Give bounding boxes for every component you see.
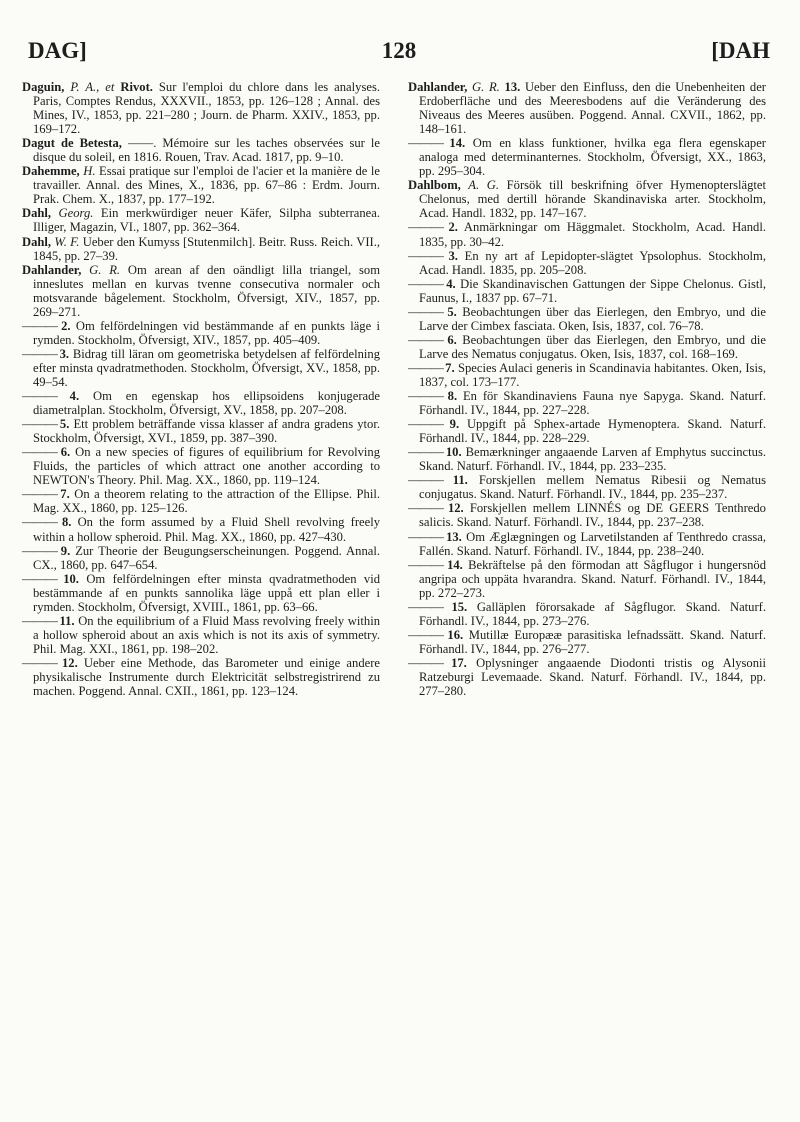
- ditto-dash: ———: [408, 599, 452, 614]
- entry-text: Mutillæ Europææ parasitiska lefnadssätt. Skand. Naturf. Förhandl. IV., 1844, pp. 276–277.: [419, 627, 766, 656]
- author-initials: W. F.: [51, 234, 80, 249]
- entry-number: 12.: [447, 501, 464, 516]
- bibliography-entry: [408, 333, 766, 361]
- entry-text: Die Skandinavischen Gattungen der Sippe Chelonus. Gistl, Faunus, I., 1837 pp. 67–71.: [419, 276, 767, 305]
- entry-text: Om felfördelningen efter minsta qvadratmethoden vid bestämmande af en punkts sannolika läge uppå ett plan eller i rymden. Stockholm, Öfversigt, XVIII., 1861, pp. 63–66.: [33, 571, 380, 614]
- entry-text: Ueber den Einfluss, den die Unebenheiten der Erdoberfläche und des Meeresbodens auf die Veränderung des Niveaus des Meeres ausüben. Poggend. Annal. CXVII., 1862, pp. 148–161.: [419, 80, 766, 137]
- ditto-dash: ———: [408, 276, 447, 291]
- entry-text: Uppgift på Sphex-artade Hymenoptera. Skand. Naturf. Förhandl. IV., 1844, pp. 228–229.: [419, 417, 767, 446]
- coauthor-name: Rivot.: [120, 80, 153, 94]
- entry-number: 10.: [445, 445, 462, 460]
- ditto-dash: ———: [408, 501, 448, 516]
- entry-number: 2.: [61, 318, 71, 333]
- entry-number: 12.: [61, 655, 78, 670]
- bibliography-entry: [408, 501, 766, 529]
- bibliography-entry: [22, 164, 380, 206]
- entry-text: Zur Theorie der Beugungserscheinungen. Poggend. Annal. CX., 1860, pp. 647–654.: [33, 543, 380, 572]
- ditto-dash: ———: [408, 557, 448, 572]
- entry-number: 5.: [447, 304, 457, 319]
- author-initials: P. A., et: [64, 80, 121, 94]
- ditto-dash: ———: [22, 515, 62, 530]
- entry-text: Bekräftelse på den förmodan att Sågflugor i hungersnöd angripa och uppäta hvarandra. Skand. Naturf. Förhandl. IV., 1844, pp. 272–273.: [419, 557, 767, 600]
- bibliography-entry: [408, 558, 766, 600]
- bibliography-entry: [22, 544, 380, 572]
- entry-text: Species Aulaci generis in Scandinavia habitantes. Oken, Isis, 1837, col. 173–177.: [419, 360, 766, 389]
- bibliography-entry: [408, 305, 766, 333]
- bibliography-entry: [408, 277, 766, 305]
- bibliography-entry: [408, 600, 766, 628]
- ditto-dash: ———: [22, 613, 60, 628]
- bibliography-entry: [408, 361, 766, 389]
- entry-number: 7.: [445, 360, 455, 375]
- entry-text: Anmärkningar om Häggmalet. Stockholm, Acad. Handl. 1835, pp. 30–42.: [419, 220, 766, 249]
- ditto-dash: ———: [408, 473, 453, 488]
- entry-text: Beobachtungen über das Eierlegen, den Embryo, und die Larve der Cimbex fasciata. Oken, Isis, 1837, col. 76–78.: [419, 304, 767, 333]
- ditto-dash: ———: [408, 360, 446, 375]
- entry-number: 10.: [63, 571, 79, 586]
- entry-number: 6.: [60, 445, 71, 460]
- ditto-dash: ———: [408, 417, 450, 432]
- entry-text: Oplysninger angaaende Diodonti tristis og Alysonii Ratzeburgi Levemaade. Skand. Naturf. Förhandl. IV., 1844, pp. 277–280.: [419, 655, 766, 699]
- ditto-dash: ———: [408, 627, 448, 642]
- entry-text: On the form assumed by a Fluid Shell revolving freely within a hollow spheroid. Phil. Mag. XX., 1860, pp. 427–430.: [33, 515, 380, 544]
- entry-number: 17.: [451, 655, 467, 670]
- page-number: 128: [381, 38, 417, 63]
- ditto-dash: ———: [22, 487, 61, 502]
- entry-number: 6.: [447, 332, 457, 347]
- entry-text: Ett problem beträffande vissa klasser af andra gradens ytor. Stockholm, Öfversigt, XVI., 1859, pp. 387–390.: [33, 417, 380, 446]
- ditto-dash: ———: [408, 445, 446, 460]
- author-initials: G. R.: [467, 80, 500, 94]
- ditto-dash: ———: [22, 571, 64, 586]
- entry-text: Essai pratique sur l'emploi de l'acier et la manière de le travailler. Annal. des Mines, X., 1836, pp. 67–86 : Erdm. Journ. Prak. Chem. X., 1837, pp. 177–192.: [33, 164, 380, 207]
- entry-number: 14.: [449, 136, 466, 151]
- entry-text: Försök till beskrifning öfver Hymenopterslägtet Chelonus, med dertill hörande Skandinaviska arter. Stockholm, Acad. Handl. 1832, pp. 147–167.: [419, 178, 767, 221]
- bibliography-entry: [22, 319, 380, 347]
- entry-text: Om felfördelningen vid bestämmande af en punkts läge i rymden. Stockholm, Öfversigt, XIV., 1857, pp. 405–409.: [33, 318, 381, 347]
- author-name: Dahemme,: [22, 164, 80, 179]
- ditto-dash: ———: [408, 332, 448, 347]
- entry-text: ——. Mémoire sur les taches observées sur le disque du soleil, en 1816. Rouen, Trav. Acad. 1817, pp. 9–10.: [33, 136, 380, 165]
- bibliography-entry: [22, 417, 380, 445]
- left-column: [22, 80, 380, 698]
- entry-text: Forskjellen mellem LINNÉS og DE GEERS Tenthredo salicis. Skand. Naturf. Förhandl. IV., 1844, pp. 237–238.: [419, 501, 766, 530]
- entry-number: 9.: [60, 543, 71, 558]
- entry-text: Ein merkwürdiger neuer Käfer, Silpha subterranea. Illiger, Magazin, VI., 1807, pp. 362–364.: [33, 206, 380, 235]
- ditto-dash: ———: [408, 304, 448, 319]
- bibliography-entry: [22, 136, 380, 164]
- entry-text: Om Æglægningen og Larvetilstanden af Tenthredo crassa, Fallén. Skand. Naturf. Förhandl. IV., 1844, pp. 238–240.: [419, 529, 766, 558]
- bibliography-entry: [22, 487, 380, 515]
- entry-text: On a new species of figures of equilibrium for Revolving Fluids, the particles of which attract one another according to NEWTON's Theory. Phil. Mag. XX., 1860, pp. 119–124.: [33, 445, 380, 488]
- entry-text: On a theorem relating to the attraction of the Ellipse. Phil. Mag. XX., 1860, pp. 125–126.: [33, 487, 380, 516]
- ditto-dash: ———: [22, 445, 61, 460]
- ditto-dash: ———: [22, 346, 60, 361]
- entry-text: Ueber eine Methode, das Barometer und einige andere physikalische Instrumente durch Elektricität selbstregistrirend zu machen. Poggend. Annal. CXII., 1861, pp. 123–124.: [33, 655, 380, 699]
- bibliography-entry: [22, 389, 380, 417]
- bibliography-entry: [408, 656, 766, 698]
- bibliography-entry: [408, 417, 766, 445]
- bibliography-entry: [408, 178, 766, 220]
- entry-number: 5.: [59, 417, 70, 432]
- bibliography-entry: [22, 206, 380, 234]
- entry-number: 8.: [447, 389, 458, 404]
- entry-text: Om en egenskap hos ellipsoidens konjugerade diametralplan. Stockholm, Öfversigt, XV., 1858, pp. 207–208.: [33, 389, 380, 418]
- entry-text: Om en klass funktioner, hvilka ega flera egenskaper analoga med determinanternes. Stockholm, Öfversigt, XX., 1863, pp. 295–304.: [419, 136, 766, 179]
- entry-text: Ueber den Kumyss [Stutenmilch]. Beitr. Russ. Reich. VII., 1845, pp. 27–39.: [33, 234, 380, 263]
- bibliography-entry: [408, 530, 766, 558]
- ditto-dash: ———: [22, 655, 62, 670]
- bibliography-entry: [408, 136, 766, 178]
- entry-number: 9.: [449, 417, 460, 432]
- header-right-range: [DAH: [711, 38, 770, 63]
- entry-number: 2.: [448, 220, 458, 235]
- entry-number: 15.: [451, 599, 468, 614]
- page-header: [28, 36, 770, 66]
- entry-number: 8.: [61, 515, 72, 530]
- entry-number: 11.: [59, 613, 75, 628]
- entry-text: Galläplen förorsakade af Sågflugor. Skand. Naturf. Förhandl. IV., 1844, pp. 273–276.: [419, 599, 766, 628]
- entry-number: 3.: [448, 248, 458, 263]
- ditto-dash: ———: [408, 136, 450, 151]
- ditto-dash: ———: [22, 389, 70, 404]
- entry-number: 13.: [446, 529, 462, 544]
- right-column: [408, 80, 766, 698]
- header-left-range: DAG]: [28, 38, 87, 63]
- bibliography-entry: [22, 515, 380, 543]
- bibliography-entry: [408, 389, 766, 417]
- entry-text: Forskjellen mellem Nematus Ribesii og Nematus conjugatus. Skand. Naturf. Förhandl. IV., 1844, pp. 235–237.: [419, 473, 767, 502]
- entry-number: 16.: [447, 627, 464, 642]
- author-initials: A. G.: [460, 178, 500, 193]
- bibliography-entry: [408, 628, 766, 656]
- bibliography-entry: [408, 80, 766, 136]
- entry-number: 14.: [447, 557, 463, 572]
- author-name: Dagut de Betesta,: [22, 136, 122, 151]
- bibliography-entry: [22, 235, 380, 263]
- entry-number: 4.: [69, 389, 80, 404]
- ditto-dash: ———: [408, 655, 452, 670]
- ditto-dash: ———: [22, 318, 62, 333]
- bibliography-entry: [22, 445, 380, 487]
- entry-text: Bidrag till läran om geometriska betydelsen af felfördelning efter minsta qvadratmethoden. Stockholm, Öfversigt, XV., 1858, pp. 49–54.: [33, 346, 380, 389]
- entry-text: En för Skandinaviens Fauna nye Sapyga. Skand. Naturf. Förhandl. IV., 1844, pp. 227–228.: [419, 389, 766, 418]
- author-name: Dahlbom,: [408, 178, 461, 193]
- ditto-dash: ———: [408, 389, 448, 404]
- bibliography-entry: [22, 572, 380, 614]
- author-initials: H.: [79, 164, 96, 179]
- ditto-dash: ———: [408, 220, 449, 235]
- bibliography-entry: [408, 220, 766, 248]
- bibliography-entry: [408, 445, 766, 473]
- entry-number: 3.: [59, 346, 70, 361]
- author-name: Dahl,: [22, 234, 52, 249]
- ditto-dash: ———: [408, 529, 447, 544]
- ditto-dash: ———: [408, 248, 449, 263]
- entry-number: 11.: [452, 473, 468, 488]
- bibliography-entry: [22, 656, 380, 698]
- bibliography-entry: [22, 347, 380, 389]
- bibliography-entry: [408, 473, 766, 501]
- author-name: Dahlander,: [408, 80, 468, 94]
- bibliography-entry: [408, 249, 766, 277]
- author-name: Dahl,: [22, 206, 52, 221]
- bibliography-entry: [22, 263, 380, 319]
- entry-text: Beobachtungen über das Eierlegen, den Embryo, und die Larve des Nematus conjugatus. Oken, Isis, 1837, col. 168–169.: [419, 332, 767, 361]
- entry-text: Bemærkninger angaaende Larven af Emphytus succinctus. Skand. Naturf. Förhandl. IV., 1844, pp. 233–235.: [419, 445, 766, 474]
- entry-number: 7.: [60, 487, 70, 502]
- author-name: Dahlander,: [22, 262, 82, 277]
- bibliography-entry: [22, 614, 380, 656]
- entry-text: Sur l'emploi du chlore dans les analyses. Paris, Comptes Rendus, XXXVII., 1853, pp. 126–128 ; Annal. des Mines, IV., 1853, pp. 221–280 ; Journ. de Pharm. XXIV., 1853, pp. 169–172.: [33, 80, 380, 137]
- entry-text: On the equilibrium of a Fluid Mass revolving freely within a hollow spheroid about an axis which is not its axis of symmetry. Phil. Mag. XXI., 1861, pp. 198–202.: [33, 613, 380, 656]
- bibliography-entry: [22, 80, 380, 136]
- author-initials: Georg.: [51, 206, 94, 221]
- author-initials: G. R.: [81, 262, 121, 277]
- author-name: Daguin,: [22, 80, 65, 94]
- ditto-dash: ———: [22, 417, 60, 432]
- entry-text: En ny art af Lepidopter-slägtet Ypsolophus. Stockholm, Acad. Handl. 1835, pp. 205–208.: [419, 248, 766, 277]
- entry-text: Om arean af den oändligt lilla triangel, som inneslutes mellan en kurvas tvenne consecutiva normaler och motsvarande bågelement. Stockholm, Öfversigt, XIV., 1857, pp. 269–271.: [33, 262, 380, 319]
- entry-number: 13.: [504, 80, 521, 94]
- entry-number: 4.: [446, 276, 456, 291]
- ditto-dash: ———: [22, 543, 61, 558]
